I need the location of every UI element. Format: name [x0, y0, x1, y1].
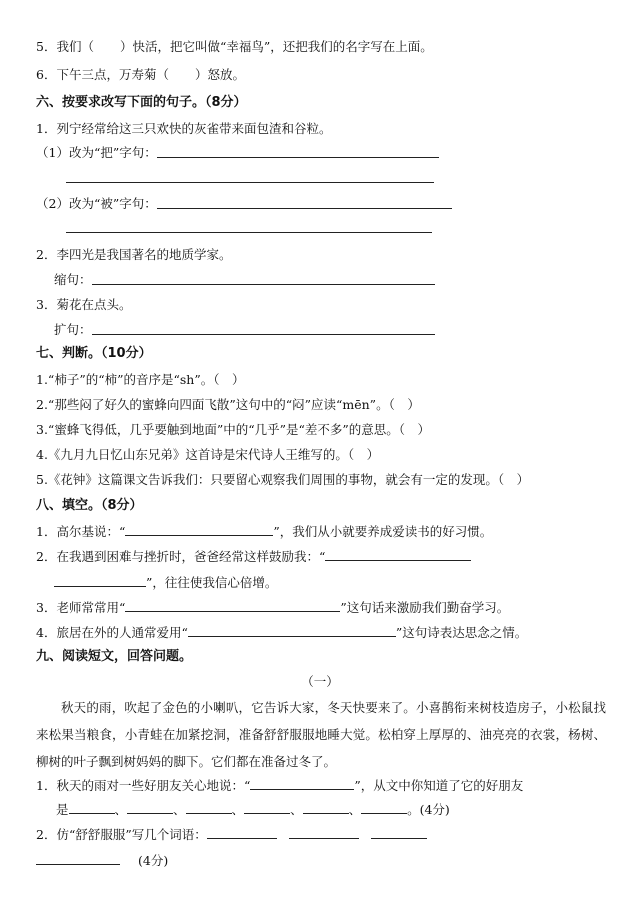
passage-part-label: （一）: [301, 674, 339, 689]
answer-line[interactable]: [92, 334, 435, 335]
section-9-title: 九、阅读短文，回答问题。: [36, 649, 193, 664]
section-7-title: 七、判断。（10分）: [36, 346, 152, 361]
section-8-title: 八、填空。（8分）: [36, 498, 143, 513]
answer-line[interactable]: [125, 522, 273, 536]
answer-line[interactable]: [325, 547, 471, 561]
question-6: 6．下午三点，万寿菊（ ）怒放。: [36, 67, 245, 82]
answer-line[interactable]: [244, 800, 290, 814]
judge-item-2: 2.“那些闷了好久的蜜蜂向四面飞散”这句中的“闷”应读“mēn”。（ ）: [36, 397, 420, 412]
s6-question-1: 1．列宁经常给这三只欢快的灰雀带来面包渣和谷粒。: [36, 121, 332, 136]
s6-question-1b-label: （2）改为“被”字句：: [36, 196, 157, 211]
reading-question-1: 1．秋天的雨对一些好朋友关心地说：“ ”，从文中你知道了它的好朋友: [36, 778, 524, 793]
s6-question-2: 2．李四光是我国著名的地质学家。: [36, 247, 232, 262]
judge-item-1: 1.“柿子”的“柿”的音序是“sh”。（ ）: [36, 372, 245, 387]
answer-line[interactable]: [361, 800, 407, 814]
judge-item-5: 5.《花钟》这篇课文告诉我们：只要留心观察我们周围的事物，就会有一定的发现。（ ）: [36, 472, 530, 487]
reading-passage: 秋天的雨，吹起了金色的小喇叭，它告诉大家，冬天快要来了。小喜鹊衔来树枝造房子，小松鼠找来松果当粮食，小青蛙在加紧挖洞，准备舒舒服服地睡大觉。松柏穿上厚厚的、油亮亮的衣裳，杨树、柳树的叶子飘到树妈妈的脚下。它们都在准备过冬了。: [36, 700, 606, 769]
answer-line[interactable]: [92, 284, 435, 285]
answer-line[interactable]: [125, 598, 340, 612]
answer-line[interactable]: [157, 157, 439, 158]
fill-question-2-cont: ”，往往使我信心倍增。: [54, 573, 640, 592]
answer-line[interactable]: [289, 825, 359, 839]
answer-line[interactable]: [207, 825, 277, 839]
s6-question-1a-label: （1）改为“把”字句：: [36, 145, 157, 160]
answer-line[interactable]: [66, 182, 434, 183]
answer-line[interactable]: [66, 232, 432, 233]
answer-line[interactable]: [250, 776, 354, 790]
fill-question-1: 1．高尔基说：“ ”，我们从小就要养成爱读书的好习惯。: [36, 524, 493, 539]
answer-line[interactable]: [157, 208, 452, 209]
question-5: 5．我们（ ）快活，把它叫做“幸福鸟”，还把我们的名字写在上面。: [36, 39, 433, 54]
answer-line[interactable]: [188, 623, 396, 637]
judge-item-4: 4.《九月九日忆山东兄弟》这首诗是宋代诗人王维写的。（ ）: [36, 447, 380, 462]
reading-question-2: 2．仿“舒舒服服”写几个词语：: [36, 825, 640, 844]
reading-question-1-friends: 是 、 、 、 、 、 。(4分): [56, 802, 450, 817]
answer-line[interactable]: [127, 800, 173, 814]
answer-line[interactable]: [54, 573, 146, 587]
reading-question-2-cont: (4分): [36, 851, 640, 870]
answer-line[interactable]: [303, 800, 349, 814]
answer-line[interactable]: [186, 800, 232, 814]
answer-line[interactable]: [69, 800, 115, 814]
fill-question-4: 4．旅居在外的人通常爱用“ ”这句诗表达思念之情。: [36, 625, 528, 640]
section-6-title: 六、按要求改写下面的句子。（8分）: [36, 95, 247, 110]
judge-item-3: 3.“蜜蜂飞得低，几乎要触到地面”中的“几乎”是“差不多”的意思。（ ）: [36, 422, 431, 437]
s6-question-3a-label: 扩句：: [54, 322, 92, 337]
fill-question-3: 3．老师常常用“ ”这句话来激励我们勤奋学习。: [36, 600, 510, 615]
s6-question-2a-label: 缩句：: [54, 272, 92, 287]
answer-line[interactable]: [36, 851, 120, 865]
s6-question-3: 3．菊花在点头。: [36, 297, 132, 312]
answer-line[interactable]: [371, 825, 427, 839]
fill-question-2: 2．在我遇到困难与挫折时，爸爸经常这样鼓励我：“: [36, 547, 640, 566]
